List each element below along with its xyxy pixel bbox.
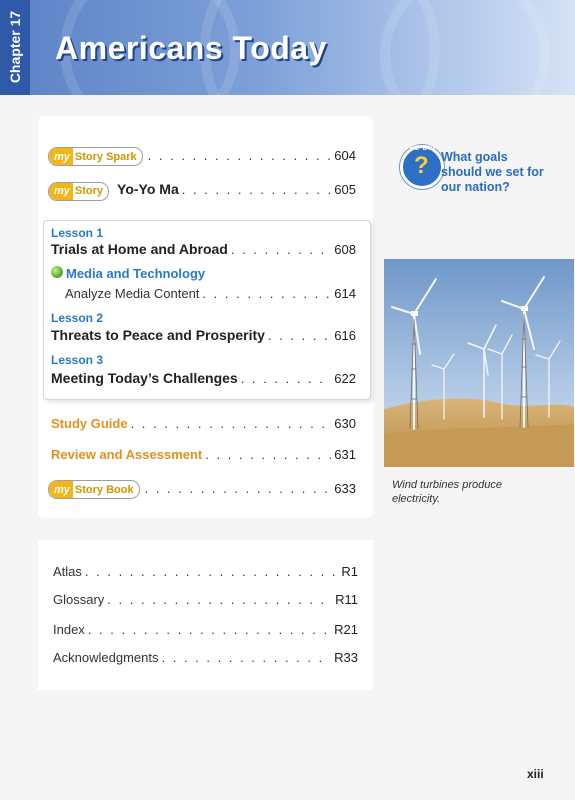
page-number: 605 [334,182,356,197]
toc-item-lesson-2[interactable]: Threats to Peace and Prosperity . . . 616 [51,327,356,343]
toc-item-story[interactable] [48,181,356,201]
chapter-header [0,0,575,95]
toc-item-study-guide[interactable]: Study Guide . . . 630 [51,416,356,431]
page-number-footer: xiii [527,767,544,781]
my-story-book-badge: my Story Book [48,480,140,499]
toc-item-index[interactable]: Index . . . R21 [53,622,358,637]
photo-caption: Wind turbines produce electricity. [392,479,502,505]
toc-item-glossary[interactable]: Glossary . . . R11 [53,592,358,607]
big-question-watermark [392,112,532,142]
lesson-1-label: Lesson 1 [51,226,104,240]
story-title: Yo-Yo Ma [117,181,179,197]
back-matter-card [38,540,373,690]
toc-item-analyze-media[interactable]: Analyze Media Content . . . 614 [65,286,356,301]
my-story-badge: my Story [48,182,109,201]
lesson-3-label: Lesson 3 [51,353,104,367]
toc-item-story-book[interactable]: my Story Book . . . 633 [48,480,356,499]
page-number: 604 [334,147,356,163]
media-technology-heading: Media and Technology [51,266,205,281]
big-question-text: What goals should we set for our nation? [441,150,544,194]
toc-item-atlas[interactable]: Atlas . . . R1 [53,564,358,579]
toc-item-review[interactable]: Review and Assessment . . . 631 [51,447,356,462]
toc-item-lesson-1[interactable]: Trials at Home and Abroad . . . 608 [51,241,356,257]
wind-turbines-photo [384,259,574,467]
green-globe-icon [51,266,63,278]
chapter-label: Chapter 17 [7,10,23,84]
lesson-2-label: Lesson 2 [51,311,104,325]
toc-item-acknowledgments[interactable]: Acknowledgments . . . R33 [53,650,358,665]
my-story-spark-badge: my Story Spark [48,147,143,166]
chapter-title: Americans Today [55,30,327,66]
chapter-tab [0,0,30,95]
big-question-icon: THE BIG ? [400,145,444,189]
toc-item-story-spark[interactable] [48,147,356,166]
toc-item-lesson-3[interactable]: Meeting Today’s Challenges . . . 622 [51,370,356,386]
